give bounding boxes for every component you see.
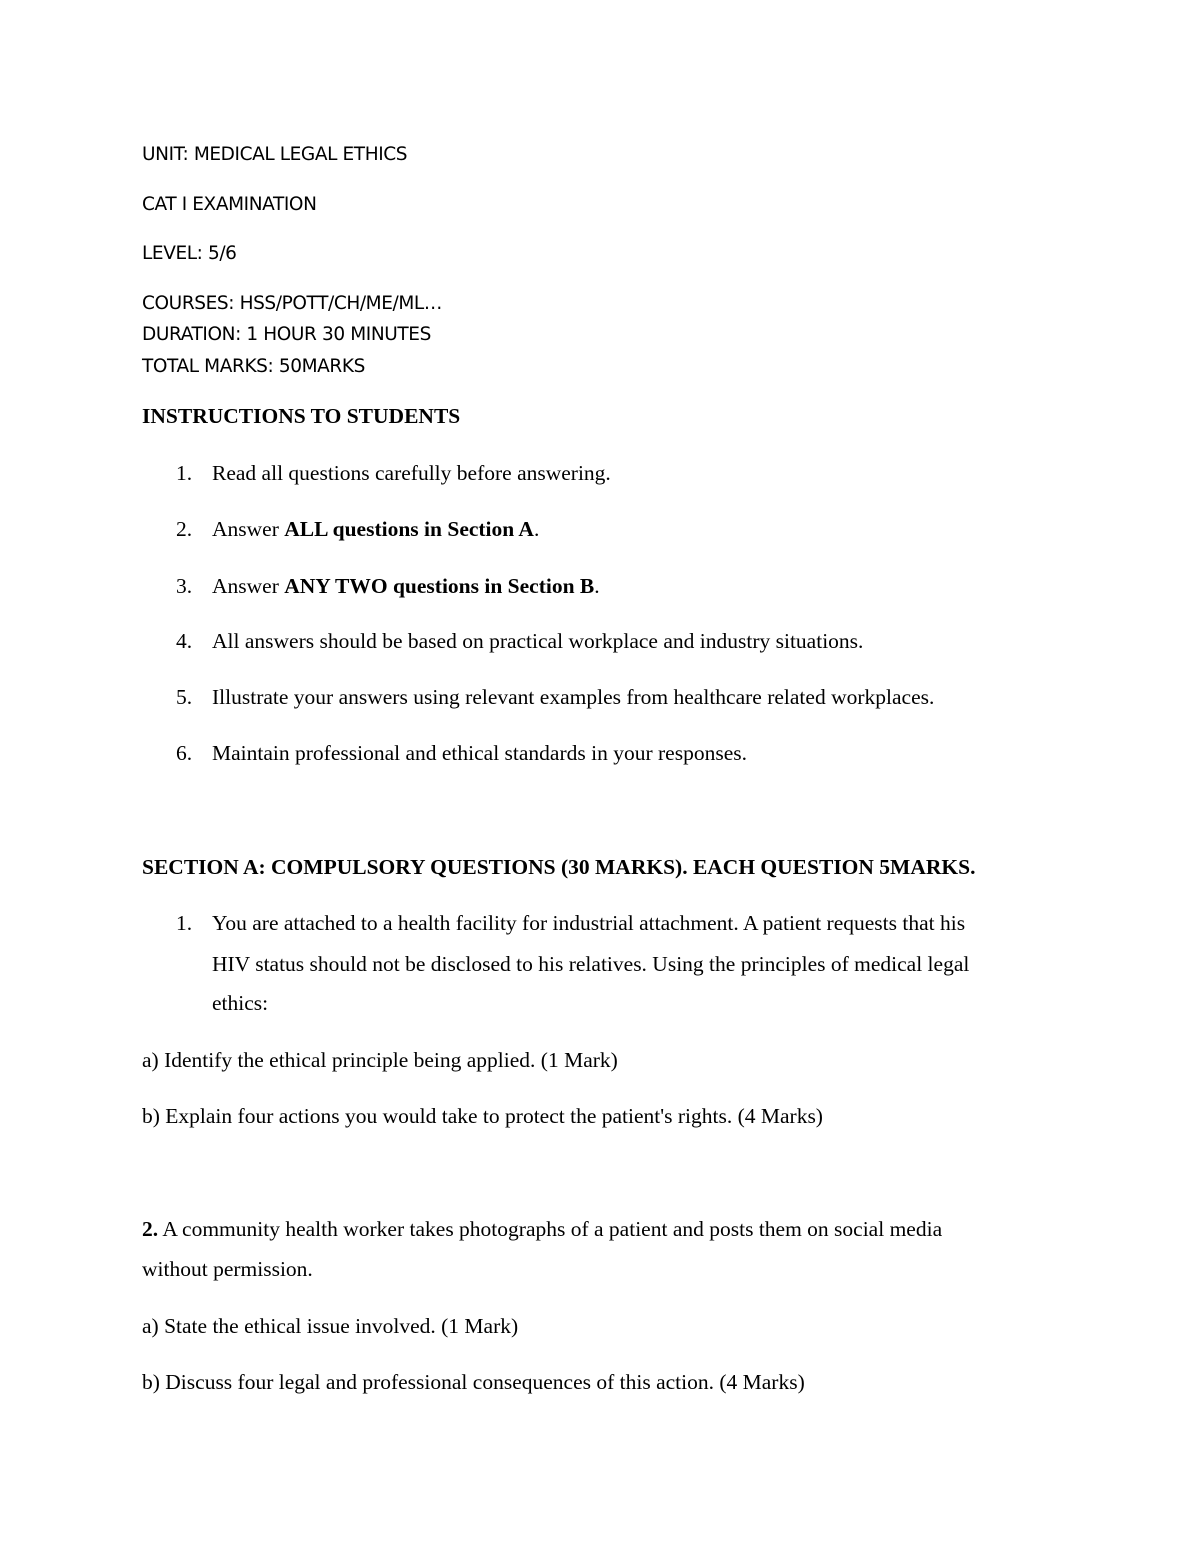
question-part-b: b) Explain four actions you would take to protect the patient's rights. (4 Marks): [142, 1104, 823, 1128]
list-item-text: Illustrate your answers using relevant examples from healthcare related workplaces.: [212, 685, 935, 709]
question-text-line: 2. A community health worker takes photographs of a patient and posts them on social media: [142, 1217, 943, 1241]
list-item-number: 6.: [176, 741, 193, 765]
question-number: 2.: [142, 1217, 159, 1241]
list-item-text: Maintain professional and ethical standards in your responses.: [212, 741, 747, 765]
instructions-heading: INSTRUCTIONS TO STUDENTS: [142, 404, 461, 428]
list-item-text: Read all questions carefully before answering.: [212, 461, 611, 485]
question-text-line: ethics:: [212, 991, 269, 1015]
question-part-b: b) Discuss four legal and professional consequences of this action. (4 Marks): [142, 1370, 805, 1394]
question-part-a: a) Identify the ethical principle being applied. (1 Mark): [142, 1048, 618, 1072]
question-number: 1.: [176, 911, 193, 935]
level-line: LEVEL: 5/6: [142, 243, 237, 264]
question-text-line: without permission.: [142, 1257, 313, 1281]
list-item-number: 5.: [176, 685, 193, 709]
list-item-number: 4.: [176, 629, 193, 653]
list-item-number: 2.: [176, 517, 193, 541]
list-item-number: 1.: [176, 461, 193, 485]
list-item-text: Answer ALL questions in Section A.: [212, 517, 540, 541]
list-item-number: 3.: [176, 574, 193, 598]
question-part-a: a) State the ethical issue involved. (1 Mark): [142, 1314, 519, 1338]
unit-title: UNIT: MEDICAL LEGAL ETHICS: [142, 144, 408, 165]
question-text-line: You are attached to a health facility for industrial attachment. A patient requests that his: [212, 911, 966, 935]
list-item-text: Answer ANY TWO questions in Section B.: [212, 574, 600, 598]
duration-line: DURATION: 1 HOUR 30 MINUTES: [142, 324, 431, 345]
section-a-heading: SECTION A: COMPULSORY QUESTIONS (30 MARKS). EACH QUESTION 5MARKS.: [142, 855, 976, 879]
list-item-text: All answers should be based on practical workplace and industry situations.: [212, 629, 864, 653]
courses-line: COURSES: HSS/POTT/CH/ME/ML…: [142, 293, 442, 314]
exam-title: CAT I EXAMINATION: [142, 194, 317, 215]
question-text-line: HIV status should not be disclosed to his relatives. Using the principles of medical legal: [212, 952, 970, 976]
total-marks-line: TOTAL MARKS: 50MARKS: [142, 356, 365, 377]
